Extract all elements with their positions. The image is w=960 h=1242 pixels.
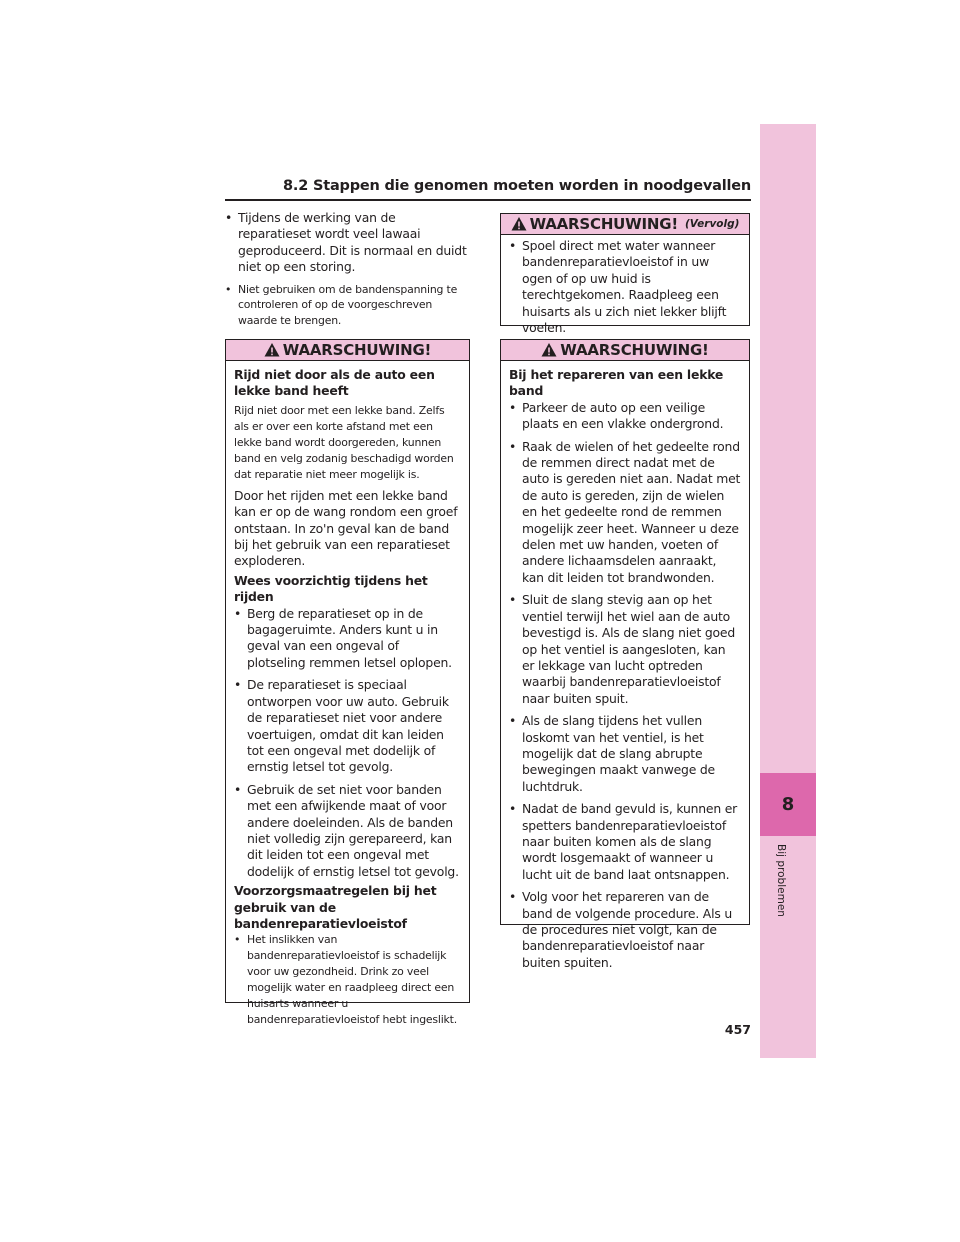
chapter-label: Bij problemen [775,844,787,917]
warning-subheading: Rijd niet door als de auto een lekke band heeft [234,367,435,399]
warning-box-1 [225,339,470,1027]
warning-header [501,340,749,361]
list-item: • Gebruik de set niet voor banden met een afwijkende maat of voor andere doeleinden. Als de banden niet volledig zijn gerepareerd, kan dit leiden tot een ongeval met dodelijk of ernstig letsel tot gevolg. [234,782,461,880]
warning-triangle-icon [264,342,280,358]
warning-subheading: Wees voorzichtig tijdens het rijden [234,572,428,605]
warning-box-3 [500,339,750,970]
list-item: • Tijdens de werking van de reparatieset wordt veel lawaai geproduceerd. Dit is normaal en duidt niet op een storing. [225,210,470,276]
continued-label: (Vervolg) [684,218,740,230]
section-header: 8.2 Stappen die genomen moeten worden in noodgevallen [283,178,751,194]
intro-bullets [225,210,470,328]
warning-subheading: Voorzorgsmaatregelen bij het gebruik van de bandenreparatievloeistof [234,883,437,931]
header-rule [225,199,751,201]
warning-header [501,214,749,235]
warning-paragraph: Rijd niet door met een lekke band. Zelfs als er over een korte afstand met een lekke band wordt doorgereden, kunnen band en velg zodanig beschadigd worden dat reparatie niet meer mogelijk is. [234,403,454,481]
list-item: • Spoel direct met water wanneer bandenreparatievloeistof in uw ogen of op uw huid is terechtgekomen. Raadpleeg een huisarts als u zich niet lekker blijft voelen. [509,238,741,336]
warning-triangle-icon [541,342,557,358]
warning-subheading: Bij het repareren van een lekke band [509,367,724,399]
list-item: • Volg voor het repareren van de band de volgende procedure. Als u de procedures niet volgt, kan de bandenreparatievloeistof naar buiten spuiten. [509,889,741,971]
list-item: • Berg de reparatieset op in de bagageruimte. Anders kunt u in geval van een ongeval of plotseling remmen letsel oplopen. [234,606,461,672]
warning-box-2 [500,213,750,336]
warning-title: WAARSCHUWING! [529,215,678,233]
chapter-number: 8 [760,773,816,836]
list-item: • Parkeer de auto op een veilige plaats en een vlakke ondergrond. [509,400,741,433]
list-item: • Sluit de slang stevig aan op het ventiel terwijl het wiel aan de auto bevestigd is. Als de slang niet goed op het ventiel is aangesloten, kan er lekkage van lucht optreden waarbij bandenreparatievloeistof naar buiten spuit. [509,592,741,707]
warning-title: WAARSCHUWING! [282,341,432,359]
page-number: 457 [724,1022,751,1037]
list-item: • Nadat de band gevuld is, kunnen er spetters bandenreparatievloeistof naar buiten komen als de slang wordt losgemaakt of wanneer u lucht uit de band laat ontsnappen. [509,801,741,883]
list-item: • Raak de wielen of het gedeelte rond de remmen direct nadat met de auto is gereden niet aan. Nadat met de auto is gereden, zijn de wielen en het gedeelte rond de remmen mogelijk zeer heet. Wanneer u deze delen met uw handen, voeten of andere lichaamsdelen aanraakt, kan dit leiden tot brandwonden. [509,439,741,587]
list-item: • Als de slang tijdens het vullen loskomt van het ventiel, is het mogelijk dat de slang abrupte bewegingen maakt vanwege de luchtdruk. [509,713,741,795]
warning-header [226,340,469,361]
list-item: • Het inslikken van bandenreparatievloeistof is schadelijk voor uw gezondheid. Drink zo veel mogelijk water en raadpleeg direct een huisarts wanneer u bandenreparatievloeistof hebt ingeslikt. [234,932,461,1028]
list-item: • De reparatieset is speciaal ontworpen voor uw auto. Gebruik de reparatieset niet voor andere voertuigen, omdat dit kan leiden tot een ongeval met dodelijk of ernstig letsel tot gevolg. [234,677,461,775]
list-item: • Niet gebruiken om de bandenspanning te controleren of op de voorgeschreven waarde te brengen. [225,282,470,329]
warning-paragraph: Door het rijden met een lekke band kan er op de wang rondom een groef ontstaan. In zo'n geval kan de band bij het gebruik van een reparatieset exploderen. [234,487,458,569]
chapter-tab [760,124,816,1058]
warning-triangle-icon [511,216,527,232]
warning-title: WAARSCHUWING! [560,341,709,359]
